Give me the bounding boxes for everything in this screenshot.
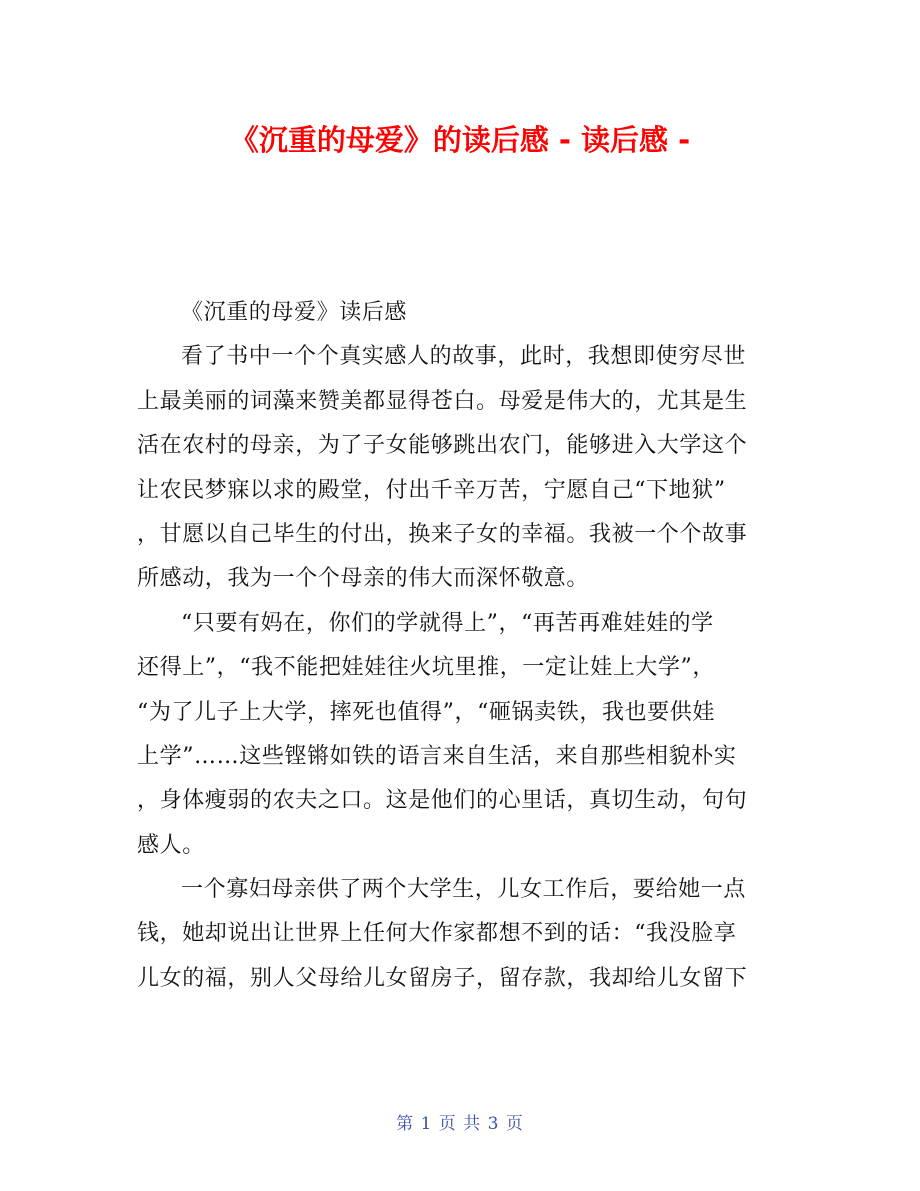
document-body xyxy=(137,291,797,1001)
paragraph-line: 让农民梦寐以求的殿堂，付出千辛万苦，宁愿自己“下地狱” xyxy=(137,477,726,503)
paragraph-line: 儿女的福，别人父母给儿女留房子，留存款，我却给儿女留下 xyxy=(137,965,748,991)
paragraph-line: 所感动，我为一个个母亲的伟大而深怀敬意。 xyxy=(137,566,590,592)
subtitle-line: 《沉重的母爱》读后感 xyxy=(181,300,408,325)
paragraph-line: ，甘愿以自己毕生的付出，换来子女的幸福。我被一个个故事 xyxy=(137,521,748,547)
paragraph-line: “只要有妈在，你们的学就得上”，“再苦再难娃娃的学 xyxy=(181,610,714,636)
paragraph-line: 看了书中一个个真实感人的故事，此时，我想即使穷尽世 xyxy=(181,344,747,370)
paragraph-line: 还得上”，“我不能把娃娃往火坑里推，一定让娃上大学”， xyxy=(137,655,715,681)
paragraph-line: 钱，她却说出让世界上任何大作家都想不到的话：“我没脸享 xyxy=(137,921,737,947)
paragraph-line: 一个寡妇母亲供了两个大学生，儿女工作后，要给她一点 xyxy=(181,877,747,903)
paragraph-line: ，身体瘦弱的农夫之口。这是他们的心里话，真切生动，句句 xyxy=(137,788,748,814)
paragraph-line: 感人。 xyxy=(137,832,205,858)
paragraph-line: “为了儿子上大学，摔死也值得”，“砸锅卖铁，我也要供娃 xyxy=(137,699,715,725)
paragraph-line: 上学”……这些铿锵如铁的语言来自生活，来自那些相貌朴实 xyxy=(137,743,737,769)
paragraph-line: 上最美丽的词藻来赞美都显得苍白。母爱是伟大的，尤其是生 xyxy=(137,388,748,414)
page-number-footer: 第 1 页 共 3 页 xyxy=(396,1114,524,1134)
page-title: 《沉重的母爱》的读后感 - 读后感 - xyxy=(229,123,691,157)
paragraph-line: 活在农村的母亲，为了子女能够跳出农门，能够进入大学这个 xyxy=(137,433,748,459)
